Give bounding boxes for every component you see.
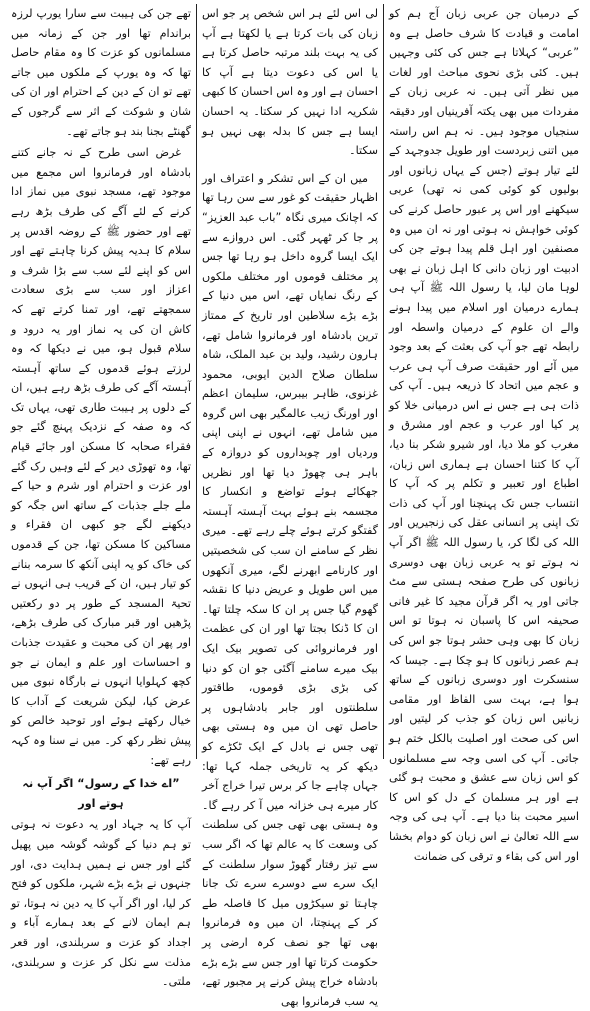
left-column-paragraph-2: غرض اسی طرح کے نہ جانے کتنے بادشاہ اور فرمانروا اس مجمع میں موجود تھے، مسجد نبوی میں نماز ادا کرنے کے لئے آگے کی طرف بڑھ رہے تھے اور حضور ﷺ کے روضہ اقدس پر سلام کا ہدیہ پیش کرنا چاہتے تھے اور اس کو اپنے لئے سب سے بڑا شرف و اعزاز اور سب سے بڑی سعادت سمجھتے تھے، اور تمنا کرتے تھے کہ کاش ان کی یہ نماز اور یہ درود و سلام قبول ہو، میں نے دیکھا کہ وہ لرزتے ہوئے قدموں کے ساتھ آہستہ آہستہ آگے کی طرف بڑھ رہے ہیں، ان کے دلوں پر ہیبت طاری تھی، یہاں تک کہ وہ صفہ کے نزدیک پہنچ گئے جو فقراء صحابہ کا مسکن اور جائے قیام تھا، وہ تھوڑی دیر کے لئے وہیں رک گئے اور عزت و احترام اور شرم و حیا کے ملے جلے جذبات کے ساتھ اس جگہ کو دیکھنے لگے جو کبھی ان فقراء و مساکین کا مسکن تھا، جن کے قدموں کی خاک کو یہ اپنی آنکھ کا سرمہ بنانے کو تیار ہیں، ان کے قریب ہی انہوں نے تحیۃ المسجد کے طور پر دو رکعتیں پڑھیں اور قبر مبارک کی طرف بڑھے، اور پھر ان کی محبت و عقیدت جذبات و احساسات اور علم و ایمان نے جو کچھ کہلوایا انہوں نے بارگاہ نبوی میں عرض کیا، لیکن شریعت کے آداب کا خیال رکھتے ہوئے اور توحید خالص کو پیش نظر رکھ کر۔ میں نے سنا وہ کہہ رہے تھے:	[11, 146, 191, 767]
left-column-paragraph-1: تھے جن کی ہیبت سے سارا یورپ لرزہ براندام تھا اور جن کے زمانہ میں مسلمانوں کو عزت کا وہ مقام حاصل تھا کہ وہ یورپ کے ملکوں میں جاتے تھے تو ان کے دین کے احترام اور ان کی شان و شوکت کے اثر سے گرجوں کے گھنٹے بجنا بند ہو جاتے تھے۔	[11, 7, 191, 138]
middle-column-top-paragraph: لی اس لئے ہر اس شخص پر جو اس زبان کی بات کرتا ہے یا لکھتا ہے آپ کی یہ بہت بلند مرتبہ حاصل کرتا ہے یا اس کی دعوت دیتا ہے آپ کا احسان ہے اور وہ اس احسان کا کبھی شکریہ ادا نہیں کر سکتا۔ یہ احسان ایسا ہے جس کا بدلہ بھی نہیں ہو سکتا۔	[202, 7, 378, 158]
middle-column-paragraph: میں ان کے اس تشکر و اعتراف اور اظہار حقیقت کو غور سے سن رہا تھا کہ اچانک میری نگاہ ”باب عبد العزیز“ پر جا کر ٹھہر گئی۔ اس دروازے سے ایک ایسا گروہ داخل ہو رہا تھا جس پر مختلف قوموں اور مختلف ملکوں کے رنگ نمایاں تھے، اس میں دنیا کے بڑے بڑے سلاطین اور تاریخ کے ممتاز ترین بادشاہ اور فرمانروا شامل تھے، ہارون رشید، ولید بن عبد الملک، شاہ سلطان صلاح الدین ایوبی، محمود غزنوی، ظاہر بیبرس، سلیمان اعظم اور اورنگ زیب عالمگیر بھی اس گروہ میں شامل تھے، انہوں نے اپنی اپنی وردیاں اور چوبداروں کو دروازہ کے باہر ہی چھوڑ دیا تھا اور نظریں جھکائے ہوئے تواضع و انکسار کا مجسمہ بنے ہوئے بہت آہستہ آہستہ گفتگو کرتے ہوئے چلے رہے تھے۔ میری نظر کے سامنے ان سب کی شخصیتیں اور کارنامے ابھرنے لگے، میری آنکھوں میں اس طویل و عریض دنیا کا نقشہ گھوم گیا جس پر ان کا سکہ چلتا تھا۔ ان کا ڈنکا بجتا تھا اور ان کی عظمت اور فرمانروائی کی تصویر بیک ایک بیک میرے سامنے آگئی جو ان کو دنیا کی بڑی بڑی قوموں، طاقتور سلطنتوں اور جابر بادشاہوں پر حاصل تھی ان میں وہ ہستی بھی تھی جس نے بادل کے ایک ٹکڑے کو دیکھ کر یہ تاریخی جملہ کہا تھا: جہاں چاہے جا کر برس تیرا خراج آخر کار میرے ہی خزانہ میں آ کر رہے گا۔ وہ ہستی بھی تھی جس کی سلطنت کی وسعت کا یہ عالم تھا کہ اگر سب سے تیز رفتار گھوڑ سوار سلطنت کے ایک سرے سے دوسرے سرے تک جانا چاہتا تو سیکڑوں میل کا فاصلہ طے کر کے پہنچتا، ان میں وہ فرمانروا بھی تھا جو نصف کرہ ارضی پر حکومت کرتا تھا اور جس سے بڑے بڑے بادشاہ خراج پیش کرنے پر مجبور تھے، یہ سب فرمانروا بھی	[202, 171, 378, 1008]
left-column-closing: آپ کا یہ جہاد اور یہ دعوت نہ ہوتی تو ہم دنیا کے گوشہ گوشہ میں پھیل گئے اور جس نے ہمیں ہدایت دی، اور جنہوں نے بڑے بڑے شہر، ملکوں کو فتح کر لیا، اور اگر آپ کا یہ دین نہ ہوتا، تو ہم ایمان لانے کے بعد ہمارے آباء و اجداد کو عزت و سربلندی، اور قعر مذلت سے نکل کر عزت و سربلندی، ملتی۔	[11, 818, 191, 989]
column-left	[6, 4, 196, 989]
left-column-quote: ”اے خدا کے رسول“ اگر آپ نہ ہوتے اور	[22, 777, 180, 810]
right-column-paragraph: کے درمیان جن عربی زبان آج ہم کو امامت و قیادت کا شرف حاصل ہے وہ ”عربی“ کہلاتا ہے جس کی کئی وجہیں ہیں۔ کئی بڑی نحوی مباحث اور لغات میں نظر آتی ہیں۔ نہ عربی زبان کے مفردات میں بھی یکتہ آفرینیاں اور دقیقہ سنجیاں موجود ہیں۔ نہ ہم اس راستہ میں اتنی زبردست اور طویل جدوجہد کے لئے تیار ہوتے (جس کے یہاں زبانوں اور بولیوں کو کوئی کمی نہ تھی) عربی سیکھنے اور اس پر عبور حاصل کرنے کی کوئی خواہش نہ ہوتی اور نہ ان میں وہ مصنفین اور اہل قلم پیدا ہوتے جن کی ادبیت اور زبان دانی کا اہل زبان نے بھی لوہا مان لیا، یا رسول اللہ ﷺ آپ ہی ہمارے درمیان اور اسلام میں پیدا ہونے والے ان علوم کے درمیان واسطہ اور رابطہ تھے جو آپ کی بعثت کے بعد وجود میں آئے اور حقیقت صرف آپ ہی عرب و عجم میں اتحاد کا ذریعہ ہیں۔ آپ کی ذات ہی ہے جس نے اس درمیانی خلا کو پر کیا اور عرب و عجم اور مشرق و مغرب کو ملا دیا، اور شیرو شکر بنا دیا، آپ کا کتنا احسان ہے ہماری اس زبان، اطباع اور تعبیر و تکلم پر کہ آپ کا انتساب جس تک پہنچنا اور آپ کی ذات تک اپنی پر انسانی عقل کی زنجیریں اور اللہ کی لگا کر، یا رسول اللہ ﷺ اگر آپ نہ ہوتے تو یہ عربی زبان بھی دوسری زبانوں کی طرح صفحہ ہستی سے مٹ جاتی اور یہ اگر قرآن مجید کا غیر فانی صحیفہ اس کا پاسبان نہ ہوتا تو اس زبان کا بھی وہی حشر ہوتا جو اس کی ہم عصر زبانوں کا ہو چکا ہے۔ جیسا کہ سنسکرت اور دوسری زبانوں کے ساتھ ہوا ہے، بہت سی الفاظ اور مقامی زبانیں اس زبان کو جذب کر لیتیں اور اس کی صحت اور اصلیت بالکل ختم ہو جاتی۔ آپ کی اسی وجہ سے مسلمانوں کو اس زبان سے عشق و محبت ہو گئی ہے اور ہر مسلمان کے دل کو اس کا اسیر محبت بنا دیا ہے۔ آپ ہی کی وجہ سے اللہ تعالیٰ نے اس زبان کو دوام بخشا اور اس کی بقاء و ترقی کی ضمانت	[389, 7, 579, 863]
column-middle	[196, 4, 384, 1008]
column-right	[384, 4, 584, 863]
